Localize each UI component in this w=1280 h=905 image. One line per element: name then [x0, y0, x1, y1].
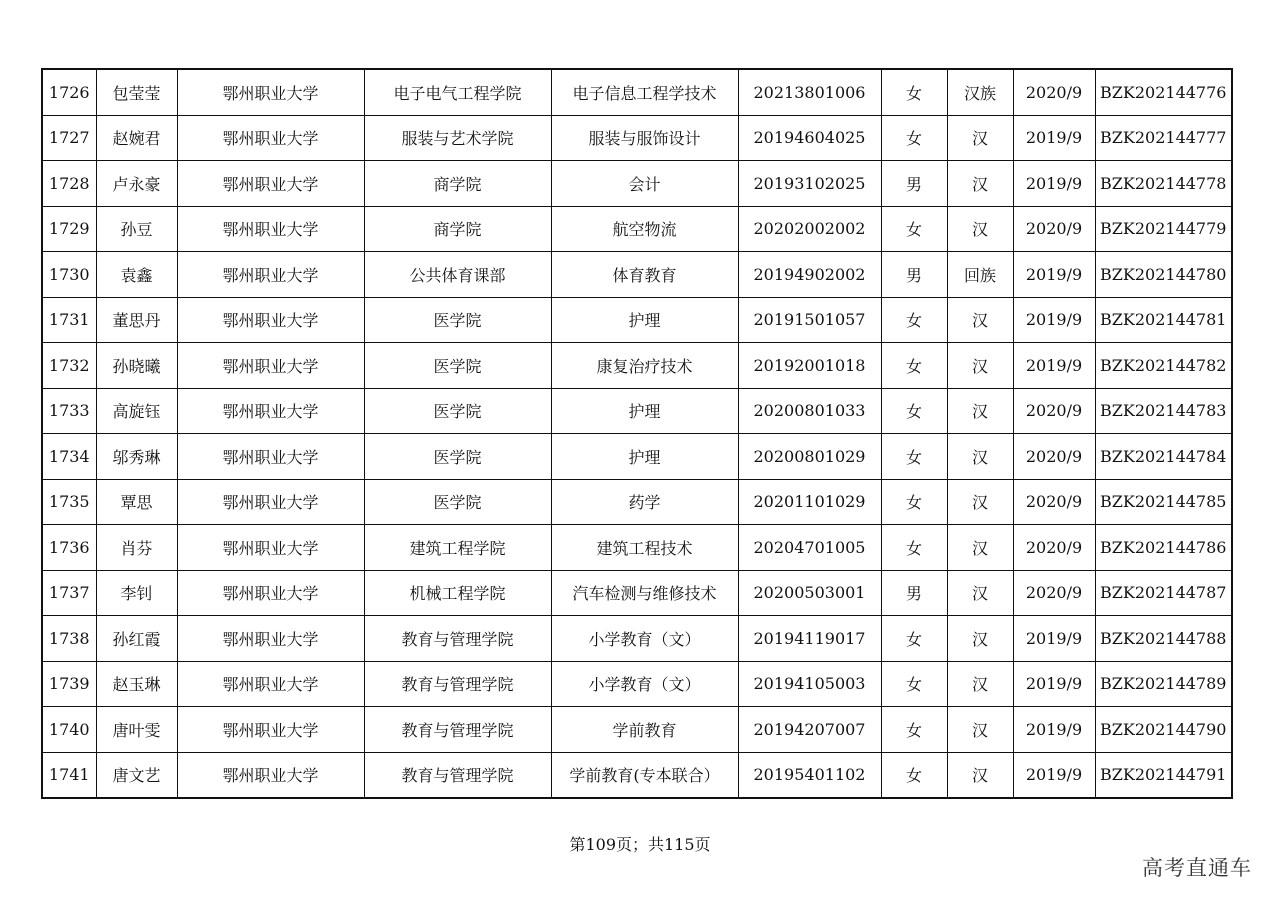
student-name-cell: 包莹莹	[96, 69, 177, 115]
ethnicity-cell: 汉	[947, 525, 1013, 571]
student-id-cell: 20200503001	[738, 570, 881, 616]
ethnicity-cell: 汉	[947, 661, 1013, 707]
school-cell: 机械工程学院	[364, 570, 551, 616]
major-cell: 学前教育	[551, 707, 738, 753]
student-name-cell: 卢永豪	[96, 161, 177, 207]
gender-cell: 女	[881, 388, 947, 434]
table-row	[42, 752, 1232, 798]
table-row	[42, 206, 1232, 252]
student-id-cell: 20195401102	[738, 752, 881, 798]
university-cell: 鄂州职业大学	[177, 115, 364, 161]
certificate-number-cell: BZK202144782	[1095, 343, 1232, 389]
certificate-number-cell: BZK202144786	[1095, 525, 1232, 571]
ethnicity-cell: 汉	[947, 206, 1013, 252]
school-cell: 建筑工程学院	[364, 525, 551, 571]
enrollment-date-cell: 2020/9	[1013, 206, 1095, 252]
student-name-cell: 赵玉琳	[96, 661, 177, 707]
school-cell: 教育与管理学院	[364, 707, 551, 753]
gender-cell: 女	[881, 343, 947, 389]
school-cell: 医学院	[364, 297, 551, 343]
school-cell: 教育与管理学院	[364, 752, 551, 798]
major-cell: 电子信息工程学技术	[551, 69, 738, 115]
school-cell: 教育与管理学院	[364, 616, 551, 662]
university-cell: 鄂州职业大学	[177, 343, 364, 389]
gender-cell: 女	[881, 707, 947, 753]
row-number-cell: 1734	[42, 434, 96, 480]
school-cell: 商学院	[364, 206, 551, 252]
university-cell: 鄂州职业大学	[177, 297, 364, 343]
university-cell: 鄂州职业大学	[177, 434, 364, 480]
major-cell: 药学	[551, 479, 738, 525]
table-row	[42, 69, 1232, 115]
student-id-cell: 20194902002	[738, 252, 881, 298]
university-cell: 鄂州职业大学	[177, 69, 364, 115]
gender-cell: 女	[881, 661, 947, 707]
row-number-cell: 1741	[42, 752, 96, 798]
major-cell: 学前教育(专本联合）	[551, 752, 738, 798]
row-number-cell: 1736	[42, 525, 96, 571]
student-id-cell: 20201101029	[738, 479, 881, 525]
student-name-cell: 唐文艺	[96, 752, 177, 798]
enrollment-date-cell: 2020/9	[1013, 69, 1095, 115]
university-cell: 鄂州职业大学	[177, 206, 364, 252]
enrollment-date-cell: 2019/9	[1013, 343, 1095, 389]
school-cell: 医学院	[364, 388, 551, 434]
ethnicity-cell: 汉	[947, 616, 1013, 662]
enrollment-date-cell: 2019/9	[1013, 161, 1095, 207]
table-row	[42, 343, 1232, 389]
university-cell: 鄂州职业大学	[177, 161, 364, 207]
row-number-cell: 1735	[42, 479, 96, 525]
ethnicity-cell: 汉	[947, 343, 1013, 389]
major-cell: 建筑工程技术	[551, 525, 738, 571]
ethnicity-cell: 汉族	[947, 69, 1013, 115]
certificate-number-cell: BZK202144789	[1095, 661, 1232, 707]
certificate-number-cell: BZK202144781	[1095, 297, 1232, 343]
ethnicity-cell: 汉	[947, 752, 1013, 798]
student-id-cell: 20200801029	[738, 434, 881, 480]
major-cell: 护理	[551, 388, 738, 434]
gender-cell: 女	[881, 479, 947, 525]
gender-cell: 女	[881, 434, 947, 480]
student-name-cell: 董思丹	[96, 297, 177, 343]
major-cell: 小学教育（文）	[551, 616, 738, 662]
enrollment-date-cell: 2019/9	[1013, 661, 1095, 707]
major-cell: 小学教育（文）	[551, 661, 738, 707]
student-name-cell: 邬秀琳	[96, 434, 177, 480]
student-id-cell: 20194105003	[738, 661, 881, 707]
watermark: 高考直通车	[1142, 856, 1252, 880]
university-cell: 鄂州职业大学	[177, 525, 364, 571]
table-row	[42, 388, 1232, 434]
major-cell: 航空物流	[551, 206, 738, 252]
gender-cell: 女	[881, 752, 947, 798]
row-number-cell: 1740	[42, 707, 96, 753]
ethnicity-cell: 汉	[947, 479, 1013, 525]
school-cell: 电子电气工程学院	[364, 69, 551, 115]
major-cell: 护理	[551, 434, 738, 480]
enrollment-date-cell: 2020/9	[1013, 434, 1095, 480]
school-cell: 商学院	[364, 161, 551, 207]
ethnicity-cell: 汉	[947, 434, 1013, 480]
gender-cell: 女	[881, 297, 947, 343]
school-cell: 服装与艺术学院	[364, 115, 551, 161]
certificate-number-cell: BZK202144791	[1095, 752, 1232, 798]
student-name-cell: 孙红霞	[96, 616, 177, 662]
major-cell: 体育教育	[551, 252, 738, 298]
table-row	[42, 707, 1232, 753]
university-cell: 鄂州职业大学	[177, 570, 364, 616]
student-id-cell: 20193102025	[738, 161, 881, 207]
enrollment-date-cell: 2019/9	[1013, 752, 1095, 798]
major-cell: 会计	[551, 161, 738, 207]
ethnicity-cell: 汉	[947, 388, 1013, 434]
gender-cell: 女	[881, 206, 947, 252]
student-id-cell: 20192001018	[738, 343, 881, 389]
ethnicity-cell: 汉	[947, 115, 1013, 161]
table-row	[42, 252, 1232, 298]
school-cell: 医学院	[364, 479, 551, 525]
certificate-number-cell: BZK202144785	[1095, 479, 1232, 525]
student-id-cell: 20204701005	[738, 525, 881, 571]
student-name-cell: 高旋钰	[96, 388, 177, 434]
row-number-cell: 1739	[42, 661, 96, 707]
gender-cell: 女	[881, 525, 947, 571]
row-number-cell: 1726	[42, 69, 96, 115]
university-cell: 鄂州职业大学	[177, 388, 364, 434]
enrollment-date-cell: 2019/9	[1013, 252, 1095, 298]
certificate-number-cell: BZK202144783	[1095, 388, 1232, 434]
row-number-cell: 1728	[42, 161, 96, 207]
table-row	[42, 115, 1232, 161]
student-id-cell: 20194119017	[738, 616, 881, 662]
certificate-number-cell: BZK202144778	[1095, 161, 1232, 207]
student-id-cell: 20194604025	[738, 115, 881, 161]
certificate-number-cell: BZK202144787	[1095, 570, 1232, 616]
major-cell: 汽车检测与维修技术	[551, 570, 738, 616]
table-row	[42, 570, 1232, 616]
university-cell: 鄂州职业大学	[177, 707, 364, 753]
table-row	[42, 479, 1232, 525]
roster-table-body	[42, 69, 1232, 798]
enrollment-date-cell: 2019/9	[1013, 115, 1095, 161]
student-name-cell: 赵婉君	[96, 115, 177, 161]
ethnicity-cell: 汉	[947, 297, 1013, 343]
university-cell: 鄂州职业大学	[177, 752, 364, 798]
student-id-cell: 20202002002	[738, 206, 881, 252]
enrollment-date-cell: 2019/9	[1013, 616, 1095, 662]
row-number-cell: 1738	[42, 616, 96, 662]
student-name-cell: 孙晓曦	[96, 343, 177, 389]
certificate-number-cell: BZK202144788	[1095, 616, 1232, 662]
table-row	[42, 616, 1232, 662]
gender-cell: 男	[881, 570, 947, 616]
student-name-cell: 孙豆	[96, 206, 177, 252]
student-name-cell: 唐叶雯	[96, 707, 177, 753]
school-cell: 医学院	[364, 343, 551, 389]
row-number-cell: 1733	[42, 388, 96, 434]
university-cell: 鄂州职业大学	[177, 616, 364, 662]
major-cell: 护理	[551, 297, 738, 343]
ethnicity-cell: 汉	[947, 570, 1013, 616]
page-number: 第109页；共115页	[569, 835, 711, 854]
table-row	[42, 661, 1232, 707]
certificate-number-cell: BZK202144779	[1095, 206, 1232, 252]
major-cell: 康复治疗技术	[551, 343, 738, 389]
student-name-cell: 肖芬	[96, 525, 177, 571]
row-number-cell: 1732	[42, 343, 96, 389]
enrollment-date-cell: 2020/9	[1013, 388, 1095, 434]
gender-cell: 男	[881, 161, 947, 207]
school-cell: 医学院	[364, 434, 551, 480]
certificate-number-cell: BZK202144784	[1095, 434, 1232, 480]
enrollment-date-cell: 2019/9	[1013, 707, 1095, 753]
certificate-number-cell: BZK202144790	[1095, 707, 1232, 753]
university-cell: 鄂州职业大学	[177, 252, 364, 298]
gender-cell: 男	[881, 252, 947, 298]
student-id-cell: 20200801033	[738, 388, 881, 434]
row-number-cell: 1730	[42, 252, 96, 298]
row-number-cell: 1737	[42, 570, 96, 616]
student-name-cell: 覃思	[96, 479, 177, 525]
row-number-cell: 1731	[42, 297, 96, 343]
gender-cell: 女	[881, 115, 947, 161]
row-number-cell: 1727	[42, 115, 96, 161]
table-row	[42, 525, 1232, 571]
enrollment-date-cell: 2019/9	[1013, 297, 1095, 343]
school-cell: 教育与管理学院	[364, 661, 551, 707]
major-cell: 服装与服饰设计	[551, 115, 738, 161]
ethnicity-cell: 汉	[947, 707, 1013, 753]
student-id-cell: 20194207007	[738, 707, 881, 753]
university-cell: 鄂州职业大学	[177, 479, 364, 525]
roster-table	[41, 68, 1233, 799]
enrollment-date-cell: 2020/9	[1013, 479, 1095, 525]
enrollment-date-cell: 2020/9	[1013, 570, 1095, 616]
certificate-number-cell: BZK202144776	[1095, 69, 1232, 115]
student-id-cell: 20213801006	[738, 69, 881, 115]
enrollment-date-cell: 2020/9	[1013, 525, 1095, 571]
gender-cell: 女	[881, 616, 947, 662]
gender-cell: 女	[881, 69, 947, 115]
ethnicity-cell: 回族	[947, 252, 1013, 298]
table-row	[42, 161, 1232, 207]
certificate-number-cell: BZK202144780	[1095, 252, 1232, 298]
university-cell: 鄂州职业大学	[177, 661, 364, 707]
table-row	[42, 434, 1232, 480]
row-number-cell: 1729	[42, 206, 96, 252]
certificate-number-cell: BZK202144777	[1095, 115, 1232, 161]
ethnicity-cell: 汉	[947, 161, 1013, 207]
student-name-cell: 李钊	[96, 570, 177, 616]
student-id-cell: 20191501057	[738, 297, 881, 343]
table-row	[42, 297, 1232, 343]
school-cell: 公共体育课部	[364, 252, 551, 298]
student-name-cell: 袁鑫	[96, 252, 177, 298]
